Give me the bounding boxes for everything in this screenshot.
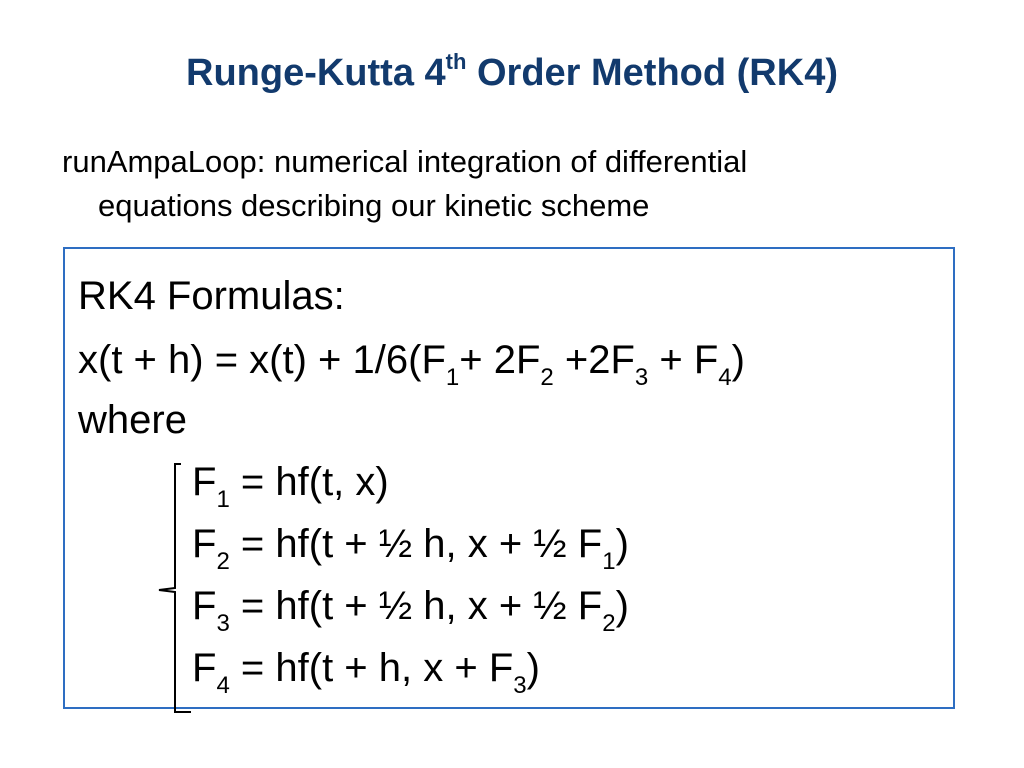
left-brace <box>155 462 195 714</box>
formula-f2: $F_2 = hf(t$ + ½ h, x + ½ $F_1$) <box>192 522 629 575</box>
title-rest: Order Method (RK4) <box>466 52 838 94</box>
title-main: Runge-Kutta 4 <box>186 52 446 94</box>
formula-main: $x(t + h) = x(t) + 1/6(F_1+ 2F_2 +2F_3 + F_4)$ <box>78 338 745 391</box>
formulas-heading: RK4 Formulas: <box>78 274 345 318</box>
title-superscript: th <box>445 49 467 75</box>
slide-subtitle <box>62 140 982 228</box>
formula-where: where <box>78 398 187 442</box>
formula-f3: $F_3 = hf(t$ + ½ h, x + ½ $F_2$) <box>192 584 629 637</box>
slide-title <box>0 50 1024 96</box>
formula-f4: $F_4 = hf(t + h$, $x + F_3$) <box>192 646 540 699</box>
formula-f1: $F_1 = hf(t$, x) <box>192 460 389 513</box>
subtitle-line-2: equations describing our kinetic scheme <box>98 188 650 223</box>
subtitle-line-1: runAmpaLoop: numerical integration of differential <box>62 144 748 179</box>
